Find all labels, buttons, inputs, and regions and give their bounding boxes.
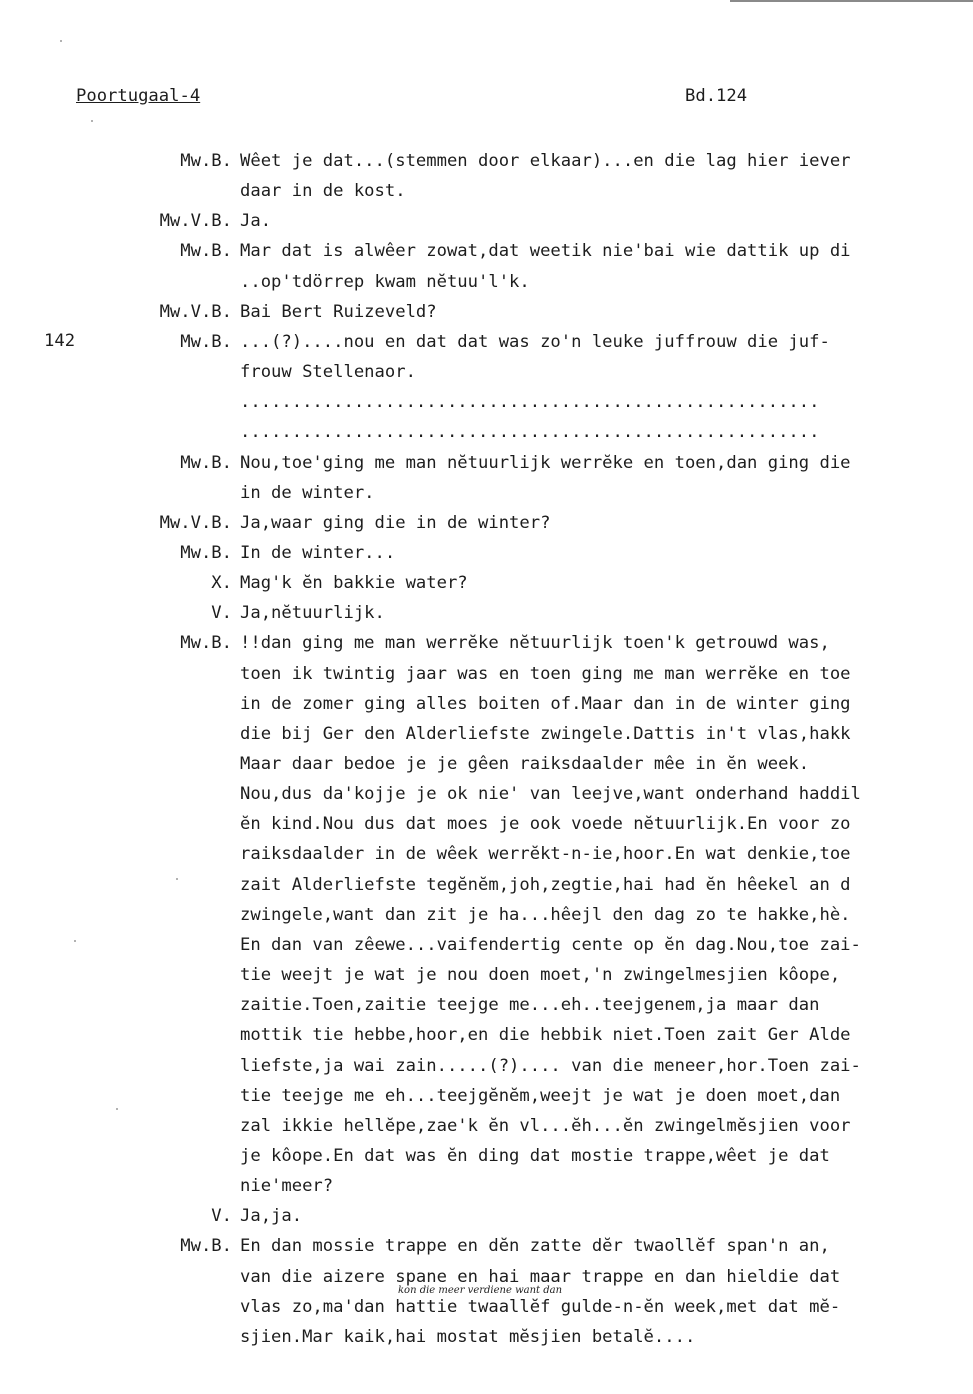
transcript-line: toen ik twintig jaar was en toen ging me man werrĕke en toe <box>240 663 851 684</box>
transcript-line: Maar daar bedoe je je gêen raiksdaalder mêe in ĕn week. <box>240 754 810 774</box>
speaker-label: V. <box>211 603 232 624</box>
transcript-line: van die aizere spane en hai maar trappe en dan hieldie dat <box>240 1266 841 1287</box>
transcript-line: je kôope.En dat was ĕn ding dat mostie trappe,wêet je dat <box>240 1145 830 1166</box>
transcript-line: In de winter... <box>240 542 396 563</box>
transcript-line: Nou,dus da'kojje je ok nie' van leejve,want onderhand haddil <box>240 784 861 805</box>
page-number: Bd.124 <box>685 86 748 106</box>
transcript-line: in de winter. <box>240 482 375 503</box>
speaker-label: Mw.B. <box>180 241 232 262</box>
transcript-line: Bai Bert Ruizeveld? <box>240 301 437 322</box>
speaker-label: X. <box>211 573 232 594</box>
ellipsis-line: ........................................................ <box>240 392 820 413</box>
transcript-line: zal ikkie hellĕpe,zae'k ĕn vl...ĕh...ĕn zwingelmĕsjien voor <box>240 1115 851 1136</box>
transcript-line: mottik tie hebbe,hoor,en die hebbik niet.Toen zait Ger Alde <box>240 1025 851 1046</box>
transcript-line: En dan mossie trappe en dĕn zatte dĕr twaollĕf span'n an, <box>240 1236 830 1257</box>
speaker-label: Mw.B. <box>180 1236 232 1257</box>
transcript-line: tie teejge me eh...teejgĕnĕm,weejt je wat je doen moet,dan <box>240 1085 841 1106</box>
transcript-line: Mag'k ĕn bakkie water? <box>240 573 468 594</box>
transcript-line: in de zomer ging alles boiten of.Maar dan in de winter ging <box>240 693 851 714</box>
transcript-line: nie'meer? <box>240 1176 334 1197</box>
transcript-line: Ja,ja. <box>240 1206 303 1227</box>
document-title: Poortugaal-4 <box>76 86 201 106</box>
transcript-line: Ja. <box>240 211 272 232</box>
transcript-line: sjien.Mar kaik,hai mostat mĕsjien betalĕ.... <box>240 1326 696 1347</box>
transcript-line: liefste,ja wai zain.....(?).... van die meneer,hor.Toen zai- <box>240 1055 861 1076</box>
transcript-line: Wêet je dat...(stemmen door elkaar)...en die lag hier iever <box>240 151 851 171</box>
speaker-label: Mw.V.B. <box>159 512 232 533</box>
speaker-label: Mw.B. <box>180 542 232 563</box>
speaker-label: V. <box>211 1206 232 1227</box>
transcript-line: daar in de kost. <box>240 181 406 202</box>
top-edge-line <box>730 0 973 2</box>
speaker-label: Mw.B. <box>180 151 232 171</box>
transcript-line: ...(?)....nou en dat dat was zo'n leuke juffrouw die juf- <box>240 331 830 352</box>
transcript-line: En dan van zêewe...vaifendertig cente op ĕn dag.Nou,toe zai- <box>240 934 861 955</box>
transcript-line: Mar dat is alwêer zowat,dat weetik nie'bai wie dattik up di <box>240 241 851 262</box>
transcript-line: ..op'tdörrep kwam nĕtuu'l'k. <box>240 271 530 292</box>
speaker-label: Mw.V.B. <box>159 301 232 322</box>
transcript-line: !!dan ging me man werrĕke nĕtuurlijk toen'k getrouwd was, <box>240 633 830 654</box>
transcript-line: Ja,nĕtuurlijk. <box>240 603 385 624</box>
scan-speck <box>60 40 62 42</box>
scan-speck <box>176 878 178 880</box>
margin-line-number: 142 <box>44 331 76 351</box>
speaker-label: Mw.V.B. <box>159 211 232 232</box>
transcript-line: vlas zo,ma'dan hattie twaallĕf gulde-n-ĕn week,met dat mĕ- <box>240 1296 841 1317</box>
transcript-line: raiksdaalder in de wêek werrĕkt-n-ie,hoor.En wat denkie,toe <box>240 844 851 865</box>
transcript-line: zaitie.Toen,zaitie teejge me...eh..teejgenem,ja maar dan <box>240 995 820 1016</box>
transcript-line: frouw Stellenaor. <box>240 362 416 383</box>
transcript-line: die bij Ger den Alderliefste zwingele.Dattis in't vlas,hakk <box>240 723 851 744</box>
transcript-line: zait Alderliefste tegĕnĕm,joh,zegtie,hai had ĕn hêekel an d <box>240 874 851 895</box>
speaker-label: Mw.B. <box>180 633 232 654</box>
speaker-label: Mw.B. <box>180 452 232 473</box>
transcript-line: tie weejt je wat je nou doen moet,'n zwingelmesjien kôope, <box>240 965 841 986</box>
transcript-line: Ja,waar ging die in de winter? <box>240 512 551 533</box>
transcript-line: ĕn kind.Nou dus dat moes je ook voede nĕtuurlijk.En voor zo <box>240 814 851 835</box>
scan-speck <box>74 940 76 942</box>
transcript-line: zwingele,want dan zit je ha...hêejl den dag zo te hakke,hè. <box>240 904 851 925</box>
scan-speck <box>116 1108 118 1110</box>
transcript-line: Nou,toe'ging me man nĕtuurlijk werrĕke en toen,dan ging die <box>240 452 851 473</box>
handwritten-annotation: kon die meer verdiene want dan <box>398 1285 563 1296</box>
scan-speck <box>91 120 93 122</box>
ellipsis-line: ........................................................ <box>240 422 820 443</box>
speaker-label: Mw.B. <box>180 331 232 352</box>
